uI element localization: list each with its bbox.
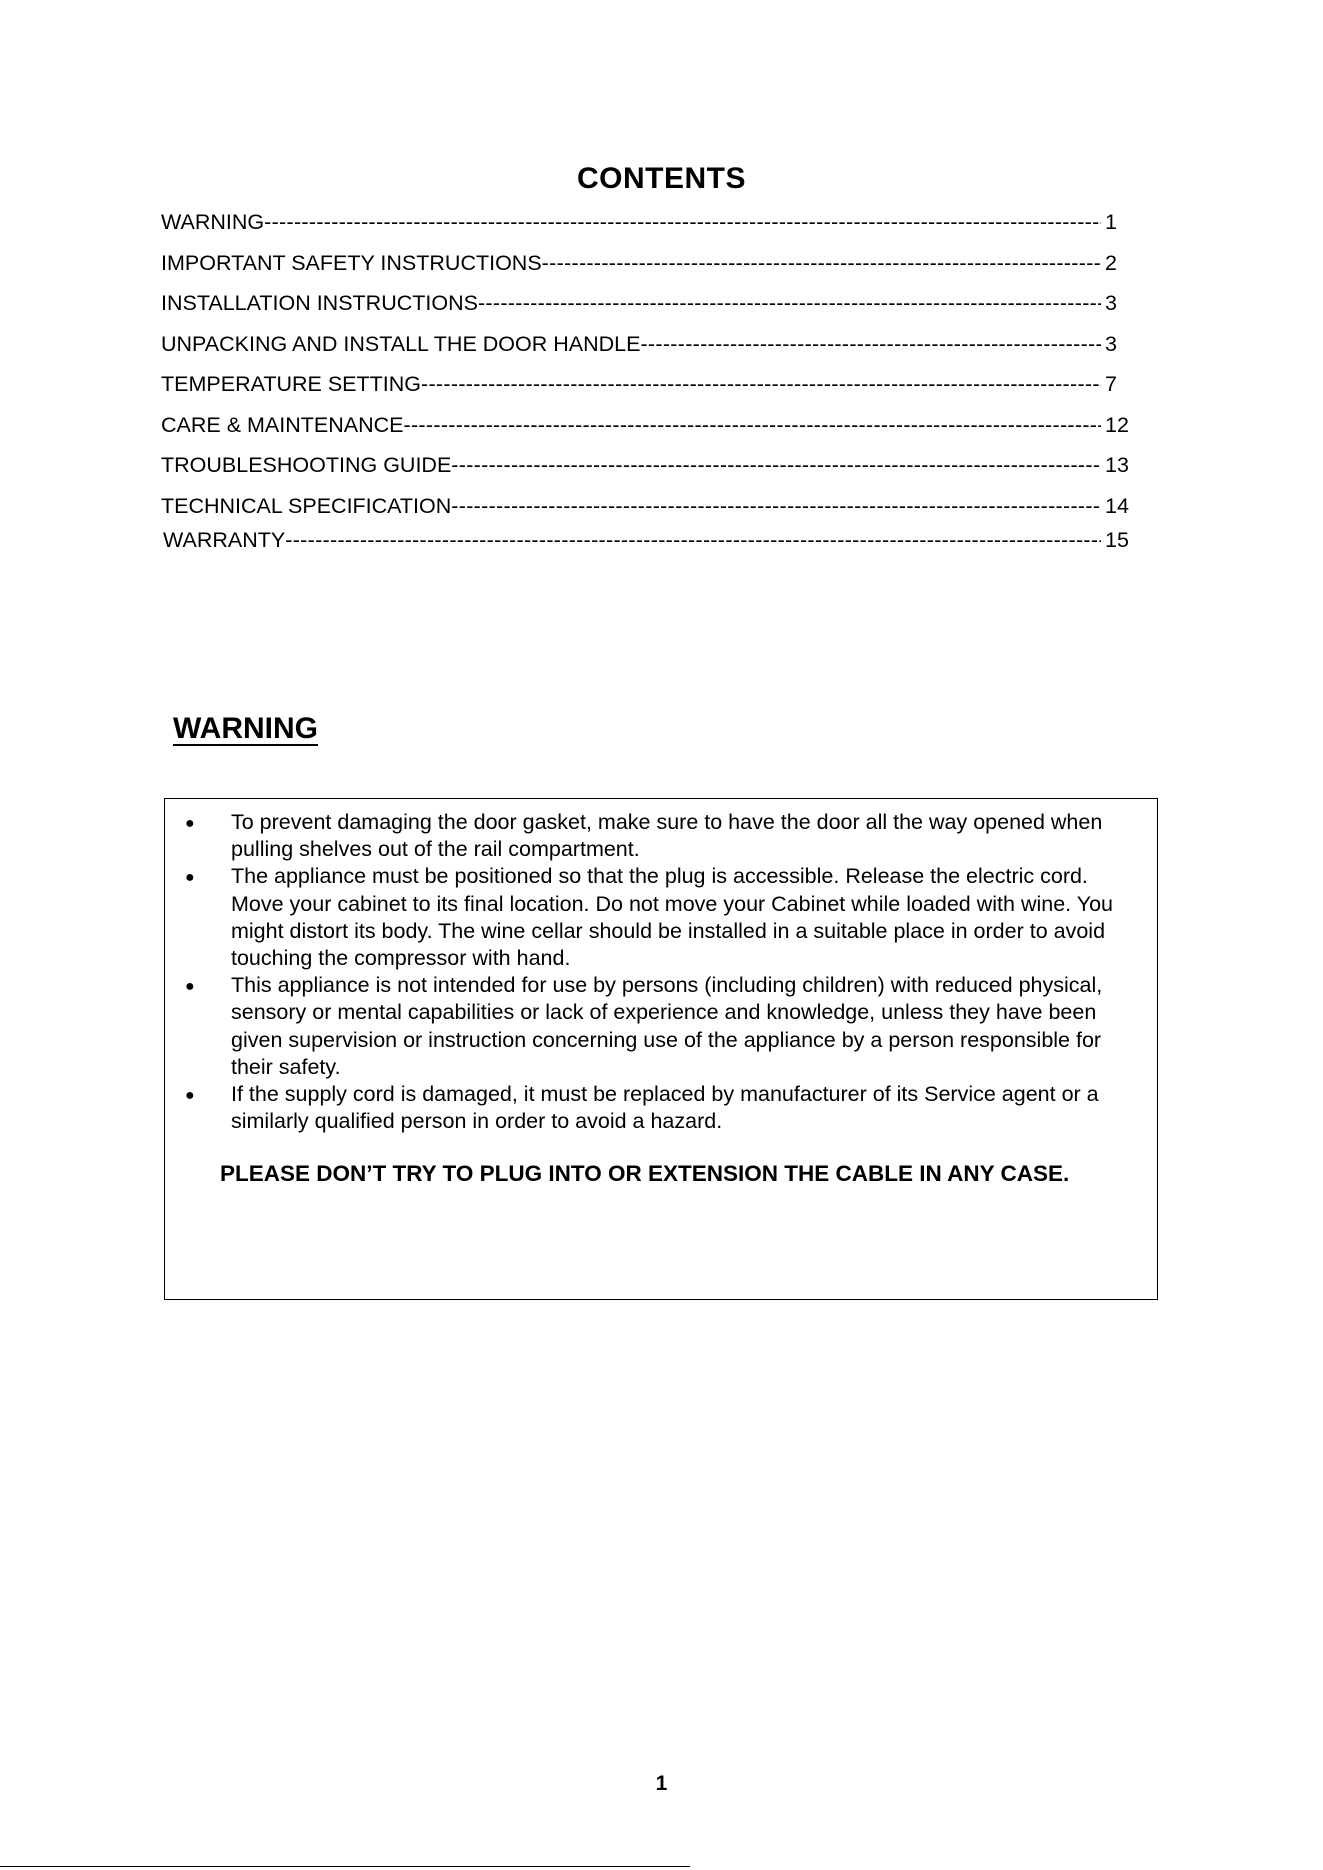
toc-dot-leader bbox=[451, 494, 1101, 519]
toc-dot-leader bbox=[264, 210, 1101, 235]
toc-entry-troubleshooting-guide[interactable] bbox=[161, 453, 1131, 494]
list-item bbox=[165, 809, 1159, 863]
toc-dot-leader bbox=[421, 372, 1101, 397]
list-item bbox=[165, 972, 1159, 1081]
toc-entry-label: TEMPERATURE SETTING bbox=[161, 372, 422, 396]
toc-entry-technical-specification[interactable] bbox=[161, 494, 1131, 528]
list-item bbox=[165, 863, 1159, 972]
warning-heading: WARNING bbox=[173, 712, 318, 745]
toc-entry-label: WARNING bbox=[161, 210, 265, 234]
toc-entry-page: 2 bbox=[1105, 250, 1117, 275]
toc-entry-important-safety-instructions[interactable] bbox=[161, 251, 1131, 292]
contents-title: CONTENTS bbox=[577, 162, 746, 195]
bullet-icon: ● bbox=[185, 815, 195, 832]
toc-entry-unpacking-door-handle[interactable] bbox=[161, 332, 1131, 373]
toc-entry-page: 7 bbox=[1105, 372, 1117, 396]
toc-entry-label: INSTALLATION INSTRUCTIONS bbox=[161, 291, 478, 315]
list-item bbox=[165, 1081, 1159, 1135]
toc-entry-label: UNPACKING AND INSTALL THE DOOR HANDLE bbox=[161, 331, 641, 356]
warning-item-text: If the supply cord is damaged, it must be replaced by manufacturer of its Service agent or a similarly qualified person in order to avoid a hazard. bbox=[231, 1082, 1099, 1134]
toc-entry-warning[interactable] bbox=[161, 210, 1131, 251]
toc-entry-care-maintenance[interactable] bbox=[161, 413, 1131, 454]
toc-entry-page: 3 bbox=[1105, 291, 1117, 315]
toc-dot-leader bbox=[478, 291, 1101, 316]
toc-entry-temperature-setting[interactable] bbox=[161, 372, 1131, 413]
toc-entry-page: 12 bbox=[1105, 412, 1129, 437]
toc-entry-label: IMPORTANT SAFETY INSTRUCTIONS bbox=[161, 250, 542, 275]
toc-entry-label: CARE & MAINTENANCE bbox=[161, 412, 404, 437]
table-of-contents bbox=[161, 210, 1131, 568]
toc-dot-leader bbox=[285, 528, 1101, 553]
toc-entry-page: 1 bbox=[1105, 210, 1117, 234]
toc-dot-leader bbox=[404, 413, 1101, 438]
warning-box bbox=[164, 798, 1158, 1300]
toc-entry-warranty[interactable] bbox=[161, 528, 1131, 569]
warning-item-text: To prevent damaging the door gasket, make sure to have the door all the way opened when pulling shelves out of the rail compartment. bbox=[231, 810, 1103, 862]
toc-entry-label: WARRANTY bbox=[163, 527, 286, 552]
warning-item-text: This appliance is not intended for use by persons (including children) with reduced physical, sensory or mental capabilities or lack of experience and knowledge, unless they have been given supervision or instruction concerning use of the appliance by a person responsible for their safety. bbox=[231, 973, 1103, 1079]
bullet-icon: ● bbox=[185, 869, 195, 887]
page-number: 1 bbox=[655, 1772, 668, 1795]
warning-list bbox=[165, 809, 1159, 1135]
warning-emphasis: PLEASE DON’T TRY TO PLUG INTO OR EXTENSION THE CABLE IN ANY CASE. bbox=[220, 1161, 1070, 1186]
toc-entry-page: 14 bbox=[1105, 493, 1129, 518]
bullet-icon: ● bbox=[185, 1087, 195, 1105]
toc-entry-label: TECHNICAL SPECIFICATION bbox=[161, 493, 452, 518]
bullet-icon: ● bbox=[185, 978, 195, 996]
toc-entry-page: 3 bbox=[1105, 331, 1117, 356]
warning-item-text: The appliance must be positioned so that the plug is accessible. Release the electric cord. Move your cabinet to its final location. Do not move your Cabinet while loaded with wine. You might distort its body. The wine cellar should be installed in a suitable place in order to avoid touching the compressor with hand. bbox=[231, 864, 1114, 971]
bottom-rule bbox=[0, 1866, 690, 1867]
toc-entry-page: 13 bbox=[1105, 453, 1129, 477]
toc-dot-leader bbox=[542, 251, 1101, 276]
toc-entry-page: 15 bbox=[1105, 527, 1129, 552]
toc-dot-leader bbox=[640, 332, 1101, 357]
toc-entry-label: TROUBLESHOOTING GUIDE bbox=[161, 453, 452, 477]
toc-entry-installation-instructions[interactable] bbox=[161, 291, 1131, 332]
toc-dot-leader bbox=[451, 453, 1101, 478]
